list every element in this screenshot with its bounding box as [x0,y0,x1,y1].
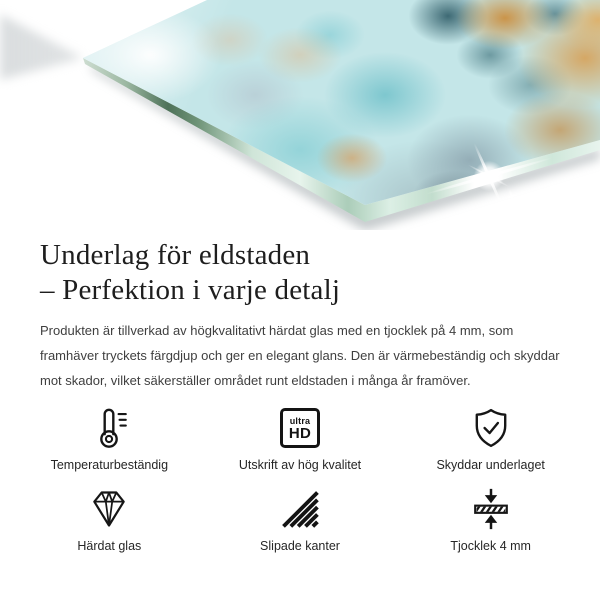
feature-label: Slipade kanter [260,539,340,553]
thickness-icon [468,486,514,532]
features-row-2 [14,486,586,553]
feature-tempered-glass [14,486,205,553]
thermometer-icon [86,405,132,451]
feature-label: Utskrift av hög kvalitet [238,458,362,472]
features-row-1 [14,405,586,472]
ultra-hd-badge-top: ultra [289,415,311,426]
feature-label: Tjocklek 4 mm [450,539,531,553]
feature-high-quality-print [205,405,396,472]
product-hero-image [0,0,600,230]
sparkle-core [474,161,504,191]
feature-label: Härdat glas [77,539,142,553]
ultra-hd-badge-bottom: HD [288,424,312,442]
feature-label: Temperaturbeständig [50,458,169,472]
features-grid [14,405,586,553]
page-title-line1: Underlag för eldstaden [40,239,311,271]
shield-check-icon [469,405,513,451]
beveled-edges-icon [278,486,322,532]
diamond-icon [87,486,131,532]
product-description: Produkten är tillverkad av högkvalitativt härdat glas med en tjocklek på 4 mm, som framhäver tryckets färgdjup och ger en elegant glans. Den är värmebeständig och skyddar mot skador, vilket säkerställer området runt eldstaden i många år framöver. [40,323,560,388]
ultra-hd-badge [280,408,320,448]
product-info-section [0,230,600,553]
feature-protects-surface [395,405,586,472]
feature-thickness-4mm [395,486,586,553]
ultra-hd-icon [280,405,320,451]
page-title-line2: – Perfektion i varje detalj [40,274,341,306]
page-title [40,238,560,308]
feature-label: Skyddar underlaget [436,458,545,472]
feature-polished-edges [205,486,396,553]
feature-temperature-resistant [14,405,205,472]
